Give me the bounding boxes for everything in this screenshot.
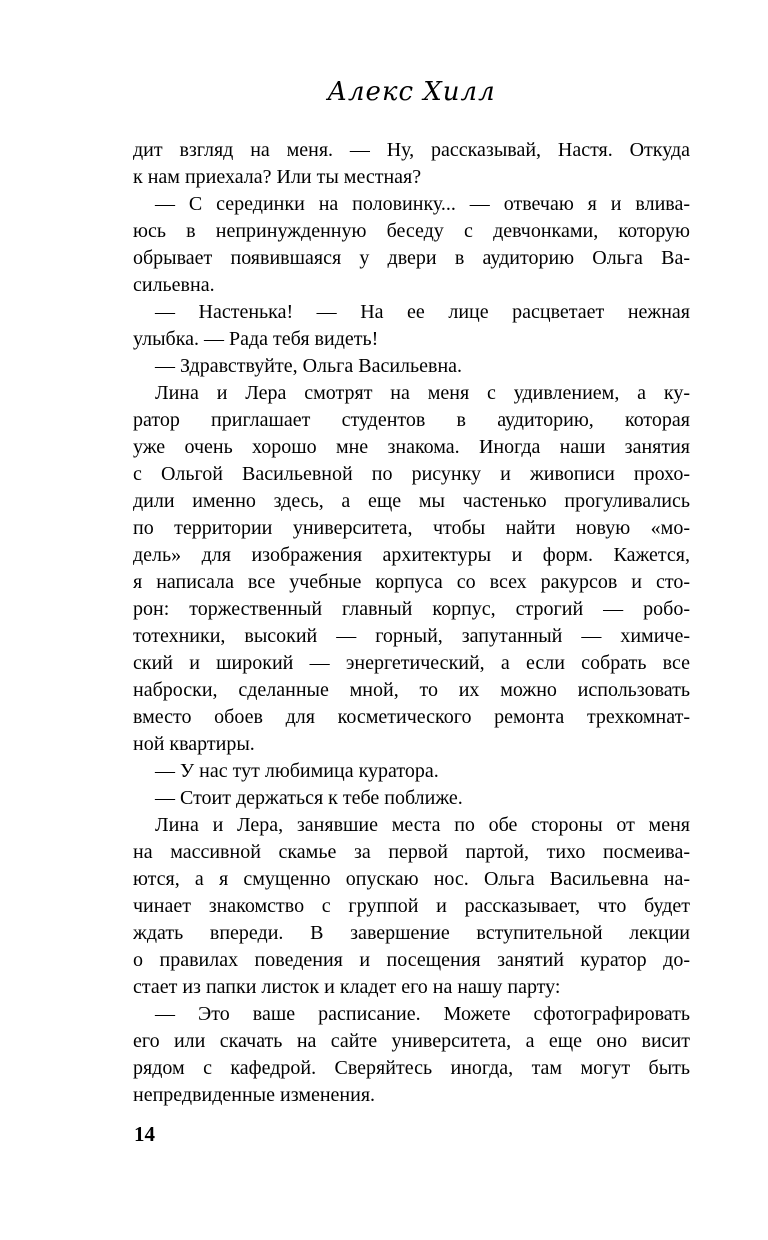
text-line: я написала все учебные корпуса со всех ракурсов и сто-	[133, 571, 690, 593]
text-line: Лина и Лера смотрят на меня с удивлением, а ку-	[155, 382, 690, 404]
text-line: — У нас тут любимица куратора.	[155, 760, 439, 782]
text-line: к нам приехала? Или ты местная?	[133, 166, 422, 188]
text-line: тотехники, высокий — горный, запутанный — химиче-	[133, 625, 690, 647]
text-line: ной квартиры.	[133, 733, 255, 755]
text-line: на массивной скамье за первой партой, тихо посмеива-	[133, 841, 690, 863]
text-line: улыбка. — Рада тебя видеть!	[133, 328, 379, 350]
text-line: по территории университета, чтобы найти новую «мо-	[133, 517, 690, 539]
text-line: ются, а я смущенно опускаю нос. Ольга Васильевна на-	[133, 868, 690, 890]
text-line: ский и широкий — энергетический, а если собрать все	[133, 652, 690, 674]
text-line: чинает знакомство с группой и рассказывает, что будет	[133, 895, 690, 917]
text-line: его или скачать на сайте университета, а еще оно висит	[133, 1030, 690, 1052]
text-line: ратор приглашает студентов в аудиторию, которая	[133, 409, 690, 431]
text-line: Лина и Лера, занявшие места по обе стороны от меня	[155, 814, 690, 836]
text-line: рон: торжественный главный корпус, строгий — робо-	[133, 598, 690, 620]
text-line: наброски, сделанные мной, то их можно использовать	[133, 679, 690, 701]
text-line: о правилах поведения и посещения занятий куратор до-	[133, 949, 690, 971]
text-line: дит взгляд на меня. — Ну, рассказывай, Настя. Откуда	[133, 139, 690, 161]
page-number: 14	[134, 1122, 155, 1146]
text-line: дель» для изображения архитектуры и форм. Кажется,	[133, 544, 690, 566]
text-line: стает из папки листок и кладет его на нашу парту:	[133, 976, 561, 998]
text-line: — Настенька! — На ее лице расцветает нежная	[155, 301, 690, 323]
text-line: рядом с кафедрой. Сверяйтесь иногда, там могут быть	[133, 1057, 690, 1079]
text-line: — С серединки на половинку... — отвечаю я и влива-	[155, 193, 690, 215]
text-line: уже очень хорошо мне знакома. Иногда наши занятия	[133, 436, 690, 458]
text-line: — Это ваше расписание. Можете сфотографировать	[155, 1003, 690, 1025]
text-line: ждать впереди. В завершение вступительной лекции	[133, 922, 690, 944]
text-line: вместо обоев для косметического ремонта трехкомнат-	[133, 706, 690, 728]
text-line: непредвиденные изменения.	[133, 1084, 376, 1106]
running-header-author: Алекс Хилл	[327, 77, 496, 107]
text-line: сильевна.	[133, 274, 215, 296]
text-line: — Стоит держаться к тебе поближе.	[155, 787, 463, 809]
text-line: юсь в непринужденную беседу с девчонками, которую	[133, 220, 690, 242]
text-line: с Ольгой Васильевной по рисунку и живописи прохо-	[133, 463, 690, 485]
text-line: — Здравствуйте, Ольга Васильевна.	[155, 355, 463, 377]
text-line: дили именно здесь, а еще мы частенько прогуливались	[133, 490, 690, 512]
page-body	[133, 137, 690, 1109]
text-line: обрывает появившаяся у двери в аудиторию Ольга Ва-	[133, 247, 690, 269]
